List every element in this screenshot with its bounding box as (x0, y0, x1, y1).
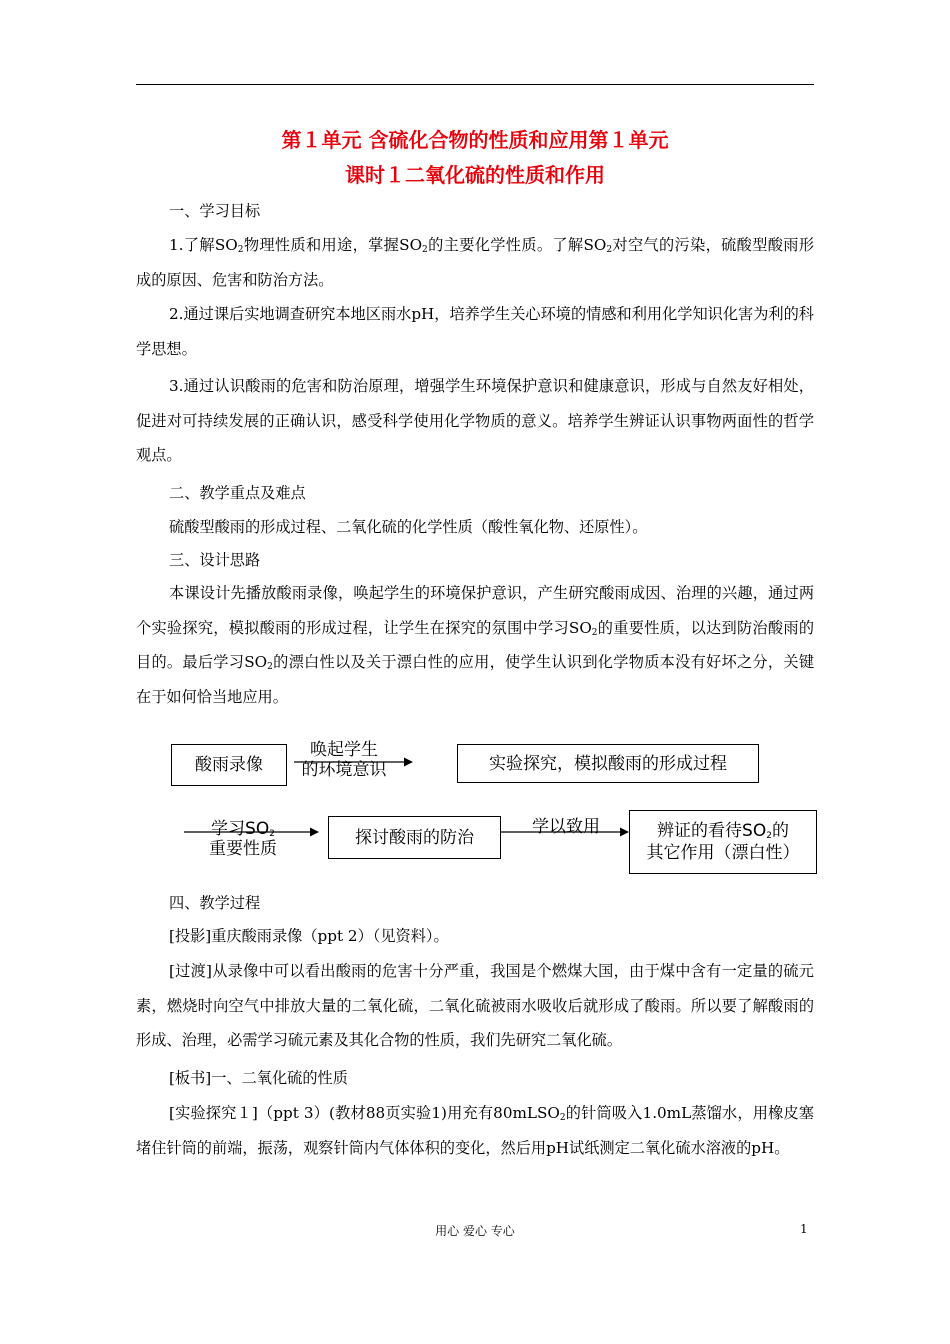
projection-text: [投影]重庆酸雨录像（ppt 2）（见资料）。 (169, 927, 449, 945)
footer-text: 用心 爱心 专心 (435, 1224, 515, 1238)
design-text: 本课设计先播放酸雨录像，唤起学生的环境保护意识，产生研究酸雨成因、治理的兴趣，通过两个实验探究，模拟酸雨的形成过程，让学生在探究的氛围中学习$SO_2$的重要性质，以达到防治酸雨的目的。最后学习$SO_2$的漂白性以及关于漂白性的应用，使学生认识到化学物质本没有好坏之分，关键在于如何恰当地应用。 (136, 584, 815, 706)
transition-text: [过渡]从录像中可以看出酸雨的危害十分严重，我国是个燃煤大国，由于煤中含有一定量的硫元素，燃烧时向空气中排放大量的二氧化硫，二氧化硫被雨水吸收后就形成了酸雨。所以要了解酸雨的形成、治理，必需学习硫元素及其化合物的性质，我们先研究二氧化硫。 (136, 962, 814, 1049)
title-line-1: 第１单元 含硫化合物的性质和应用第１单元 (281, 128, 669, 152)
flow-box-acid-rain-video: 酸雨录像 (171, 744, 287, 786)
board-text: [板书]一、二氧化硫的性质 (169, 1069, 348, 1087)
key-text: 硫酸型酸雨的形成过程、二氧化硫的化学性质（酸性氧化物、还原性）。 (169, 518, 648, 536)
flow-box-prevention: 探讨酸雨的防治 (328, 816, 501, 859)
experiment-1-text: [实验探究１]（ppt 3）(教材88页实验1)用充有80mLSO$_2$的针筒吸入1.0mL蒸馏水，用橡皮塞堵住针筒的前端，振荡，观察针筒内气体体积的变化，然后用pH试纸测定二氧化硫水溶液的pH。 (136, 1104, 814, 1157)
flow-arrow-label-1: 唤起学生 的环境意识 (301, 740, 387, 780)
goals-heading: 一、学习目标 (169, 202, 261, 220)
goal-2: 2.通过课后实地调查研究本地区雨水pH，培养学生关心环境的情感和利用化学知识化害为利的科学思想。 (136, 305, 814, 358)
flow-arrow-label-3: 学以致用 (532, 817, 600, 837)
flow-box-experiment: 实验探究，模拟酸雨的形成过程 (457, 744, 759, 783)
goal-1: 1.了解$SO_2$物理性质和用途，掌握$SO_2$的主要化学性质。了解$SO_2$对空气的污染，硫酸型酸雨形成的原因、危害和防治方法。 (136, 236, 815, 289)
title-line-2: 课时１二氧化硫的性质和作用 (345, 163, 605, 187)
process-heading: 四、教学过程 (169, 894, 261, 912)
flow-box-other-uses: 辨证的看待$SO_2$的 其它作用（漂白性） (629, 810, 817, 874)
key-heading: 二、教学重点及难点 (169, 484, 306, 502)
page-number: 1 (800, 1222, 808, 1236)
goal-3: 3.通过认识酸雨的危害和防治原理，增强学生环境保护意识和健康意识，形成与自然友好相处，促进对可持续发展的正确认识，感受科学使用化学物质的意义。培养学生辨证认识事物两面性的哲学观点。 (136, 377, 814, 464)
flow-arrow-label-2: 学习$SO_2$ 重要性质 (209, 819, 277, 859)
design-heading: 三、设计思路 (169, 551, 261, 569)
